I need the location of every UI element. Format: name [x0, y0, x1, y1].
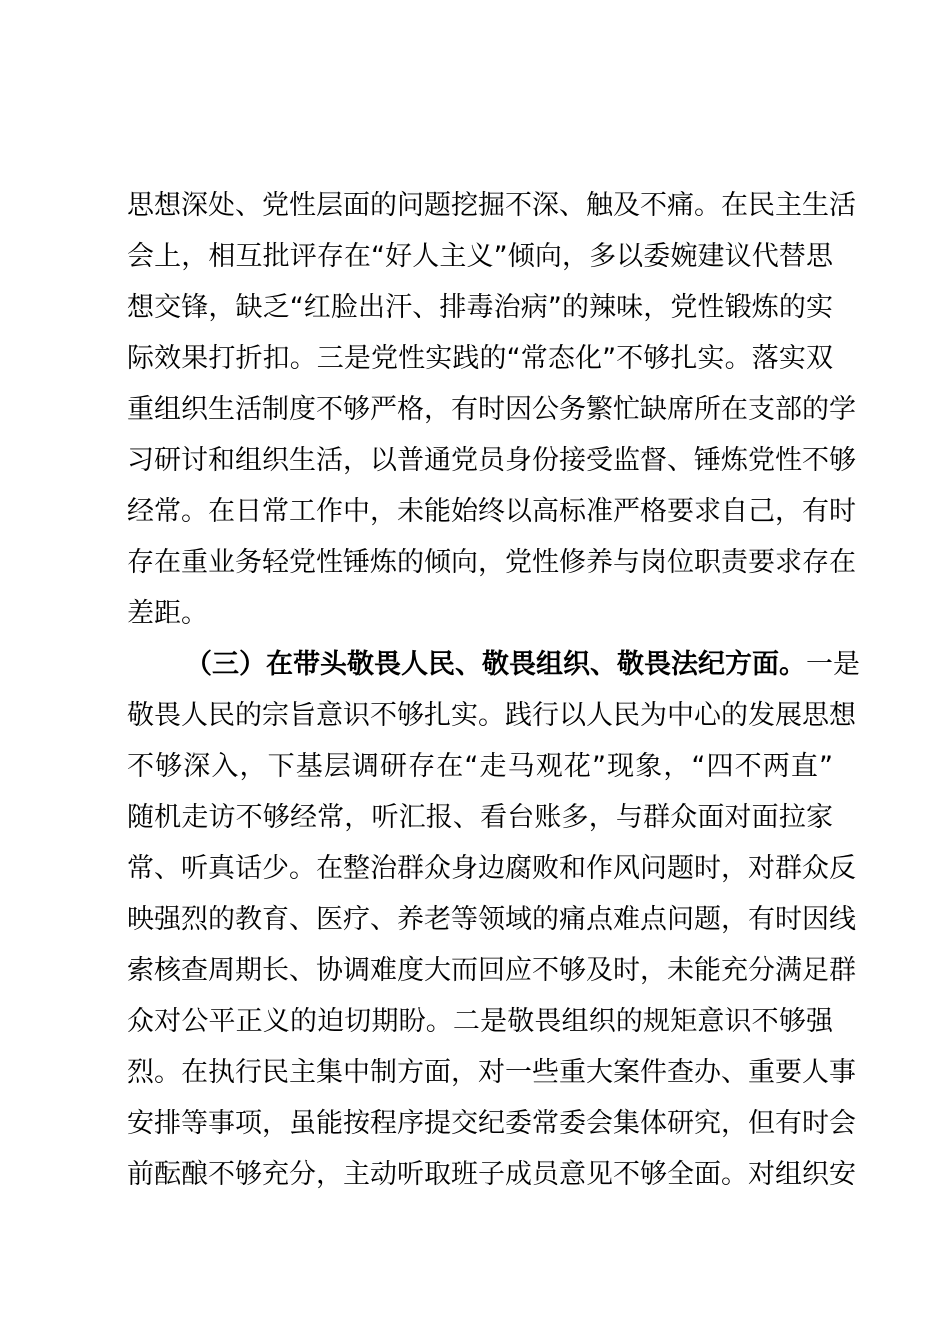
- section-heading-continuation: 一是: [806, 649, 860, 680]
- text-line: 烈。在执行民主集中制方面，对一些重大案件查办、重要人事: [127, 1057, 856, 1088]
- text-line: 众对公平正义的迫切期盼。二是敬畏组织的规矩意识不够强: [127, 1006, 833, 1037]
- text-line: 随机走访不够经常，听汇报、看台账多，与群众面对面拉家: [127, 802, 833, 833]
- text-line: 索核查周期长、协调难度大而回应不够及时，未能充分满足群: [127, 955, 856, 986]
- text-line: 不够深入，下基层调研存在“走马观花”现象，“四不两直”: [127, 751, 833, 782]
- section-heading-line: [127, 639, 860, 690]
- text-line: 会上，相互批评存在“好人主义”倾向，多以委婉建议代替思: [127, 241, 833, 272]
- text-line: 习研讨和组织生活，以普通党员身份接受监督、锤炼党性不够: [127, 445, 856, 476]
- text-line: 安排等事项，虽能按程序提交纪委常委会集体研究，但有时会: [127, 1108, 856, 1139]
- text-line: 存在重业务轻党性锤炼的倾向，党性修养与岗位职责要求存在: [127, 547, 856, 578]
- document-body: [127, 180, 860, 1200]
- text-line: 敬畏人民的宗旨意识不够扎实。践行以人民为中心的发展思想: [127, 700, 856, 731]
- text-line: 经常。在日常工作中，未能始终以高标准严格要求自己，有时: [127, 496, 856, 527]
- text-line: 常、听真话少。在整治群众身边腐败和作风问题时，对群众反: [127, 853, 856, 884]
- text-line: 差距。: [127, 598, 208, 629]
- text-line: 思想深处、党性层面的问题挖掘不深、触及不痛。在民主生活: [127, 190, 856, 221]
- text-line: 前酝酿不够充分，主动听取班子成员意见不够全面。对组织安: [127, 1159, 856, 1190]
- text-line: 想交锋，缺乏“红脸出汗、排毒治病”的辣味，党性锻炼的实: [127, 292, 833, 323]
- text-line: 际效果打折扣。三是党性实践的“常态化”不够扎实。落实双: [127, 343, 833, 374]
- text-line: 重组织生活制度不够严格，有时因公务繁忙缺席所在支部的学: [127, 394, 856, 425]
- section-heading: （三）在带头敬畏人民、敬畏组织、敬畏法纪方面。: [185, 649, 806, 680]
- text-line: 映强烈的教育、医疗、养老等领域的痛点难点问题，有时因线: [127, 904, 856, 935]
